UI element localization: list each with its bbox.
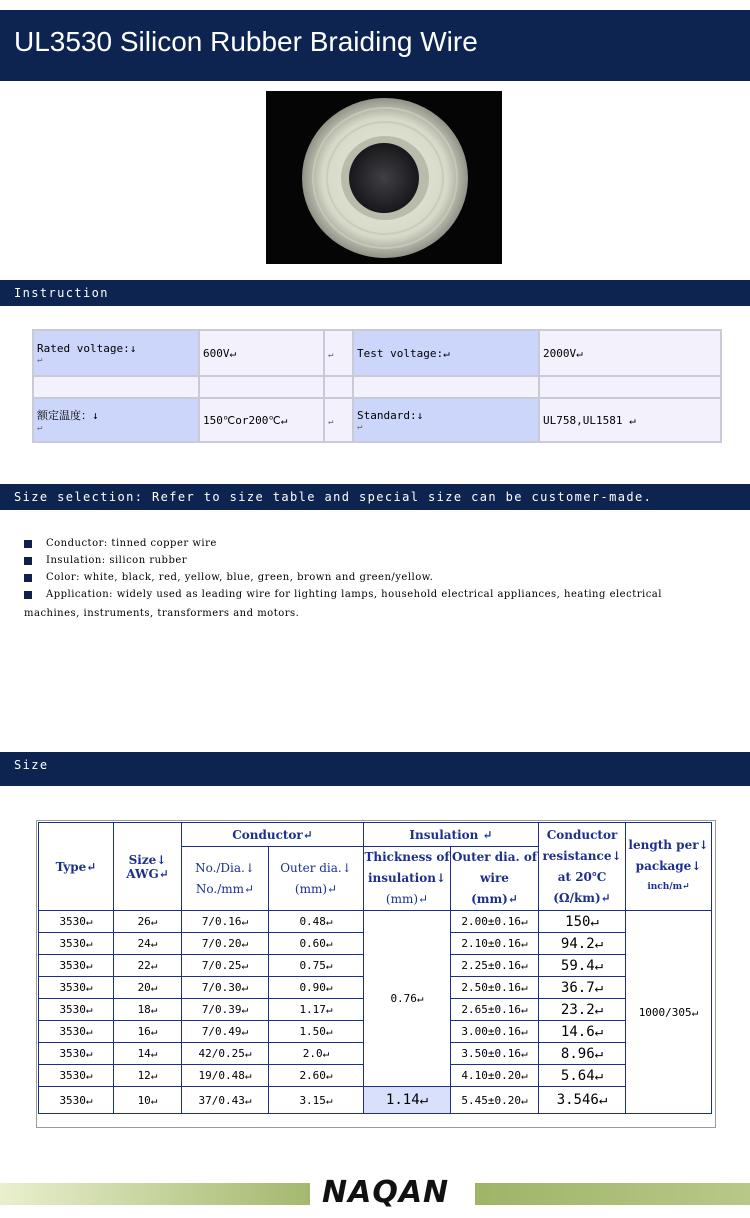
return-mark: ↵ xyxy=(37,354,43,365)
wire-coil-image xyxy=(266,91,502,264)
cell-type: 3530↵ xyxy=(39,1043,114,1065)
cell-awg: 22↵ xyxy=(114,955,182,977)
cell-outer-dia: 0.60↵ xyxy=(269,933,364,955)
cell-no-dia: 7/0.30↵ xyxy=(182,977,269,999)
cell-resistance: 36.7↵ xyxy=(539,977,626,999)
cell-awg: 10↵ xyxy=(114,1087,182,1114)
cell-type: 3530↵ xyxy=(39,999,114,1021)
empty-cell xyxy=(33,376,199,398)
product-photo xyxy=(266,91,502,264)
section-size-title: Size xyxy=(14,758,49,772)
size-table xyxy=(38,822,712,1114)
cell-no-dia: 37/0.43↵ xyxy=(182,1087,269,1114)
temp-label: 额定温度：↓ xyxy=(37,409,99,422)
cell-awg: 14↵ xyxy=(114,1043,182,1065)
empty-cell xyxy=(324,376,353,398)
table-row xyxy=(39,911,712,933)
cell-type: 3530↵ xyxy=(39,1021,114,1043)
cell-outer-wire: 4.10±0.20↵ xyxy=(451,1065,539,1087)
rated-voltage-label: Rated voltage:↓ xyxy=(37,341,137,355)
cell-awg: 20↵ xyxy=(114,977,182,999)
header-conductor: Conductor↵ xyxy=(182,823,364,847)
instruction-table xyxy=(32,329,722,443)
return-mark: ↵ xyxy=(37,423,43,433)
brand-logo: NAQAN xyxy=(322,1175,450,1210)
cell-outer-dia: 0.75↵ xyxy=(269,955,364,977)
empty-cell xyxy=(199,376,324,398)
cell-outer-wire: 2.00±0.16↵ xyxy=(451,911,539,933)
section-instruction-title: Instruction xyxy=(14,286,109,300)
rated-voltage-label-cell xyxy=(33,330,199,376)
header-outer-dia: Outer dia.↓ (mm)↵ xyxy=(269,847,364,911)
bullet-square-icon xyxy=(24,591,32,599)
header-type: Type↵ xyxy=(39,823,114,911)
page-title: UL3530 Silicon Rubber Braiding Wire xyxy=(14,26,478,57)
cell-outer-dia: 2.60↵ xyxy=(269,1065,364,1087)
section-size-header xyxy=(0,752,750,786)
cell-awg: 16↵ xyxy=(114,1021,182,1043)
cell-outer-wire: 2.50±0.16↵ xyxy=(451,977,539,999)
test-voltage-value: 2000V↵ xyxy=(539,330,721,376)
cell-type: 3530↵ xyxy=(39,1065,114,1087)
page-header xyxy=(0,10,750,81)
cell-outer-wire: 3.50±0.16↵ xyxy=(451,1043,539,1065)
temp-label-cell xyxy=(33,398,199,442)
cell-resistance: 8.96↵ xyxy=(539,1043,626,1065)
cell-resistance: 14.6↵ xyxy=(539,1021,626,1043)
cell-no-dia: 7/0.20↵ xyxy=(182,933,269,955)
cell-outer-wire: 2.10±0.16↵ xyxy=(451,933,539,955)
test-voltage-label: Test voltage:↵ xyxy=(353,330,539,376)
cell-no-dia: 42/0.25↵ xyxy=(182,1043,269,1065)
cell-awg: 26↵ xyxy=(114,911,182,933)
rated-voltage-value: 600V↵ xyxy=(199,330,324,376)
cell-outer-dia: 2.0↵ xyxy=(269,1043,364,1065)
header-insulation: Insulation ↵ xyxy=(364,823,539,847)
cell-awg: 18↵ xyxy=(114,999,182,1021)
cell-resistance: 23.2↵ xyxy=(539,999,626,1021)
empty-cell xyxy=(353,376,539,398)
header-outer-wire: Outer dia. of wire (mm)↵ xyxy=(451,847,539,911)
cell-type: 3530↵ xyxy=(39,977,114,999)
return-mark: ↵ xyxy=(328,349,334,360)
cell-awg: 12↵ xyxy=(114,1065,182,1087)
cell-no-dia: 19/0.48↵ xyxy=(182,1065,269,1087)
cell-outer-wire: 2.25±0.16↵ xyxy=(451,955,539,977)
cell-outer-dia: 0.48↵ xyxy=(269,911,364,933)
temp-value: 150℃or200℃↵ xyxy=(199,398,324,442)
header-no-dia: No./Dia.↓ No./mm↵ xyxy=(182,847,269,911)
return-mark: ↵ xyxy=(328,416,334,427)
cell-type: 3530↵ xyxy=(39,955,114,977)
section-size-selection-title: Size selection: Refer to size table and special size can be customer-made. xyxy=(14,490,653,504)
cell-outer-dia: 1.50↵ xyxy=(269,1021,364,1043)
cell-no-dia: 7/0.49↵ xyxy=(182,1021,269,1043)
cell-type: 3530↵ xyxy=(39,933,114,955)
cell-outer-wire: 2.65±0.16↵ xyxy=(451,999,539,1021)
cell-type: 3530↵ xyxy=(39,911,114,933)
cell-outer-dia: 1.17↵ xyxy=(269,999,364,1021)
cell-resistance: 59.4↵ xyxy=(539,955,626,977)
header-thickness: Thickness of insulation↓ (mm)↵ xyxy=(364,847,451,911)
bullet-square-icon xyxy=(24,557,32,565)
bullet-square-icon xyxy=(24,574,32,582)
cell-resistance: 150↵ xyxy=(539,911,626,933)
cell-awg: 24↵ xyxy=(114,933,182,955)
standard-value: UL758,UL1581 ↵ xyxy=(539,398,721,442)
return-mark: ↵ xyxy=(357,421,363,432)
cell-length-shared: 1000/305↵ xyxy=(626,911,712,1114)
list-item-continuation: machines, instruments, transformers and motors. xyxy=(24,608,300,619)
cell-outer-wire: 5.45±0.20↵ xyxy=(451,1087,539,1114)
bullet-square-icon xyxy=(24,540,32,548)
standard-label: Standard:↓ xyxy=(357,408,424,422)
cell-outer-wire: 3.00±0.16↵ xyxy=(451,1021,539,1043)
standard-label-cell xyxy=(353,398,539,442)
cell-no-dia: 7/0.16↵ xyxy=(182,911,269,933)
list-item: Application: widely used as leading wire for lighting lamps, household electrical appliances, heating electrical xyxy=(24,586,724,603)
list-item: Insulation: silicon rubber xyxy=(24,552,724,569)
section-size-selection-header xyxy=(0,484,750,510)
list-item: Conductor: tinned copper wire xyxy=(24,535,724,552)
cell-outer-dia: 3.15↵ xyxy=(269,1087,364,1114)
cell-resistance: 94.2↵ xyxy=(539,933,626,955)
cell-no-dia: 7/0.39↵ xyxy=(182,999,269,1021)
cell-resistance: 5.64↵ xyxy=(539,1065,626,1087)
cell-thickness-shared: 0.76↵ xyxy=(364,911,451,1087)
header-length: length per↓ package↓ inch/m↵ xyxy=(626,823,712,911)
table-row xyxy=(39,1087,712,1114)
header-size-awg: Size↓ AWG↵ xyxy=(114,823,182,911)
empty-cell xyxy=(539,376,721,398)
section-instruction-header xyxy=(0,280,750,306)
cell-thickness: 1.14↵ xyxy=(364,1087,451,1114)
feature-list xyxy=(24,535,724,622)
cell-no-dia: 7/0.25↵ xyxy=(182,955,269,977)
list-item: Color: white, black, red, yellow, blue, green, brown and green/yellow. xyxy=(24,569,724,586)
header-resistance: Conductor resistance↓ at 20℃ (Ω/km)↵ xyxy=(539,823,626,911)
cell-outer-dia: 0.90↵ xyxy=(269,977,364,999)
cell-resistance: 3.546↵ xyxy=(539,1087,626,1114)
cell-type: 3530↵ xyxy=(39,1087,114,1114)
